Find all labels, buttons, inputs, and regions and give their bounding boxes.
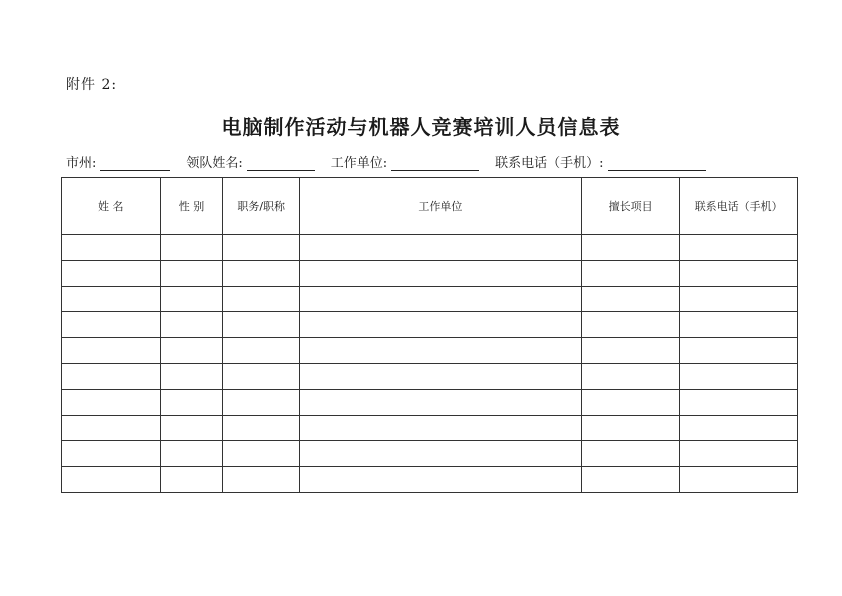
specialty-cell[interactable] [581, 389, 680, 415]
phone-cell[interactable] [680, 312, 798, 338]
position-cell[interactable] [223, 235, 300, 261]
phone-cell[interactable] [680, 441, 798, 467]
gender-cell[interactable] [160, 235, 223, 261]
phone-cell[interactable] [680, 415, 798, 441]
phone-cell[interactable] [680, 363, 798, 389]
specialty-cell[interactable] [581, 441, 680, 467]
specialty-cell[interactable] [581, 338, 680, 364]
header-work-unit: 工作单位 [300, 178, 582, 235]
phone-cell[interactable] [680, 467, 798, 493]
table-row [62, 260, 798, 286]
table-row [62, 338, 798, 364]
work-unit-cell[interactable] [300, 260, 582, 286]
specialty-cell[interactable] [581, 235, 680, 261]
position-cell[interactable] [223, 363, 300, 389]
name-cell[interactable] [62, 467, 161, 493]
table-row [62, 286, 798, 312]
specialty-cell[interactable] [581, 312, 680, 338]
table-body [62, 235, 798, 493]
table-row [62, 235, 798, 261]
name-cell[interactable] [62, 235, 161, 261]
name-cell[interactable] [62, 312, 161, 338]
header-position-title: 职务/职称 [223, 178, 300, 235]
phone-cell[interactable] [680, 338, 798, 364]
name-cell[interactable] [62, 389, 161, 415]
gender-cell[interactable] [160, 312, 223, 338]
work-unit-cell[interactable] [300, 312, 582, 338]
table-row [62, 441, 798, 467]
header-specialty: 擅长项目 [581, 178, 680, 235]
specialty-cell[interactable] [581, 286, 680, 312]
position-cell[interactable] [223, 312, 300, 338]
phone-blank[interactable] [608, 157, 706, 171]
position-cell[interactable] [223, 286, 300, 312]
position-cell[interactable] [223, 467, 300, 493]
work-unit-cell[interactable] [300, 235, 582, 261]
name-cell[interactable] [62, 260, 161, 286]
position-cell[interactable] [223, 389, 300, 415]
leader-name-label: 领队姓名: [186, 156, 243, 171]
position-cell[interactable] [223, 415, 300, 441]
city-blank[interactable] [100, 157, 170, 171]
name-cell[interactable] [62, 415, 161, 441]
phone-cell[interactable] [680, 235, 798, 261]
work-unit-blank[interactable] [391, 157, 479, 171]
gender-cell[interactable] [160, 363, 223, 389]
city-label: 市州: [66, 156, 97, 171]
work-unit-label: 工作单位: [330, 156, 388, 171]
position-cell[interactable] [223, 441, 300, 467]
work-unit-cell[interactable] [300, 338, 582, 364]
header-phone: 联系电话（手机） [680, 178, 798, 235]
specialty-cell[interactable] [581, 467, 680, 493]
name-cell[interactable] [62, 363, 161, 389]
gender-cell[interactable] [160, 441, 223, 467]
gender-cell[interactable] [160, 338, 223, 364]
header-gender: 性 别 [160, 178, 223, 235]
work-unit-cell[interactable] [300, 363, 582, 389]
gender-cell[interactable] [160, 467, 223, 493]
work-unit-cell[interactable] [300, 286, 582, 312]
work-unit-cell[interactable] [300, 467, 582, 493]
info-fields-row [66, 152, 706, 171]
document-title: 电脑制作活动与机器人竞赛培训人员信息表 [221, 115, 621, 139]
header-name: 姓 名 [62, 178, 161, 235]
phone-cell[interactable] [680, 389, 798, 415]
specialty-cell[interactable] [581, 260, 680, 286]
specialty-cell[interactable] [581, 363, 680, 389]
table-header-row [62, 178, 798, 235]
phone-cell[interactable] [680, 260, 798, 286]
table-row [62, 312, 798, 338]
table-row [62, 467, 798, 493]
table-row [62, 415, 798, 441]
phone-cell[interactable] [680, 286, 798, 312]
attachment-label: 附件 2: [66, 77, 118, 93]
name-cell[interactable] [62, 441, 161, 467]
gender-cell[interactable] [160, 260, 223, 286]
specialty-cell[interactable] [581, 415, 680, 441]
position-cell[interactable] [223, 338, 300, 364]
work-unit-cell[interactable] [300, 389, 582, 415]
phone-label: 联系电话（手机）: [495, 156, 604, 171]
gender-cell[interactable] [160, 389, 223, 415]
table-row [62, 363, 798, 389]
gender-cell[interactable] [160, 415, 223, 441]
table-row [62, 389, 798, 415]
work-unit-cell[interactable] [300, 441, 582, 467]
personnel-info-table [61, 177, 798, 493]
position-cell[interactable] [223, 260, 300, 286]
gender-cell[interactable] [160, 286, 223, 312]
name-cell[interactable] [62, 338, 161, 364]
name-cell[interactable] [62, 286, 161, 312]
work-unit-cell[interactable] [300, 415, 582, 441]
leader-name-blank[interactable] [247, 157, 315, 171]
